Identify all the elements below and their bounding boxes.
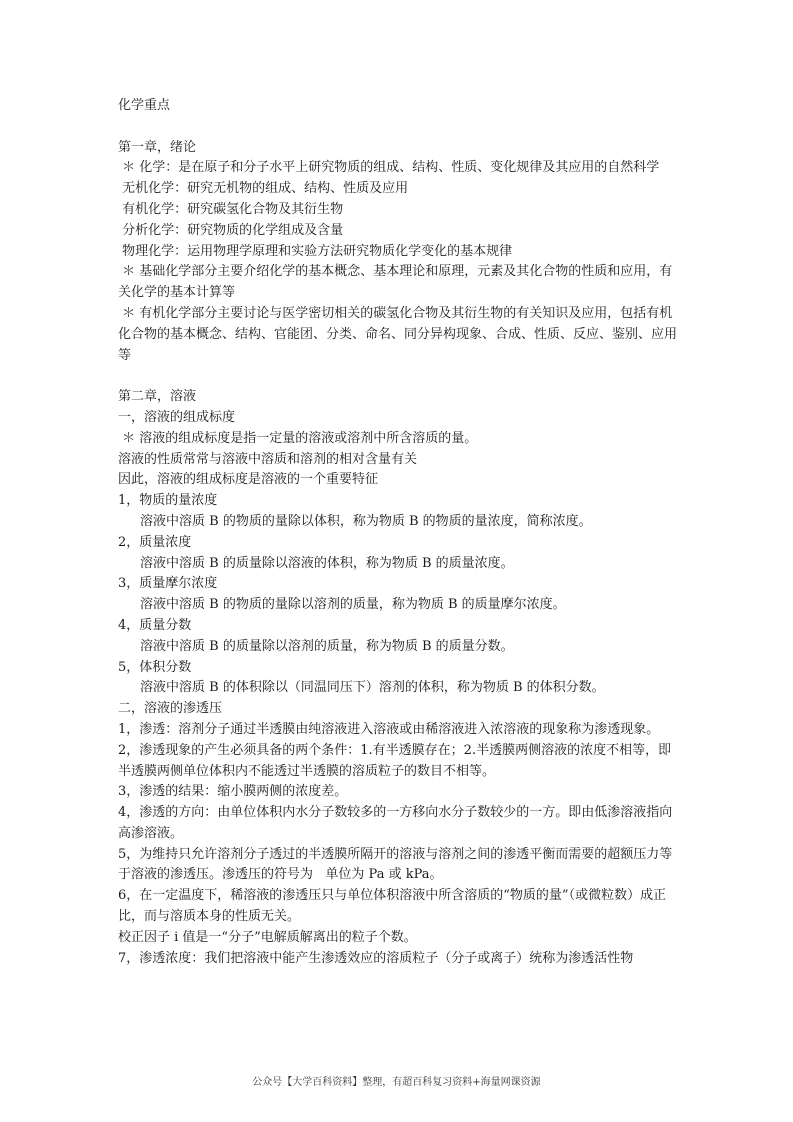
section1-intro-line: ＊ 溶液的组成标度是指一定量的溶液或溶剂中所含溶质的量。 (118, 430, 478, 446)
concentration-definition: 溶液中溶质 B 的质量除以溶剂的质量，称为物质 B 的质量分数。 (140, 638, 514, 654)
chapter1-line: ＊ 化学：是在原子和分子水平上研究物质的组成、结构、性质、变化规律及其应用的自然科学 (118, 160, 660, 176)
section2-line: 7，渗透浓度：我们把溶液中能产生渗透效应的溶质粒子（分子或离子）统称为渗透活性物 (118, 950, 634, 966)
section2-line: 校正因子 i 值是一“分子”电解质解离出的粒子个数。 (118, 929, 417, 945)
section1-intro-line: 因此，溶液的组成标度是溶液的一个重要特征 (118, 472, 379, 488)
spacer (118, 117, 678, 138)
concentration-term: 5，体积分数 (118, 659, 192, 675)
section1-intro-line: 溶液的性质常常与溶液中溶质和溶剂的相对含量有关 (118, 451, 418, 467)
spacer (118, 366, 678, 387)
concentration-term: 1，物质的量浓度 (118, 493, 218, 509)
chapter1-line: ＊ 基础化学部分主要介绍化学的基本概念、基本理论和原理，元素及其化合物的性质和应用，有关化学的基本计算等 (118, 264, 673, 301)
chapter1-line: 物理化学：运用物理学原理和实验方法研究物质化学变化的基本规律 (118, 243, 513, 259)
section2-line: 5，为维持只允许溶剂分子透过的半透膜所隔开的溶液与溶剂之间的渗透平衡而需要的超额压力等于溶液的渗透压。渗透压的符号为 单位为 Pa 或 kPa。 (118, 846, 673, 883)
chapter1-line: ＊ 有机化学部分主要讨论与医学密切相关的碳氢化合物及其衍生物的有关知识及应用，包括有机化合物的基本概念、结构、官能团、分类、命名、同分异构现象、合成、性质、反应、鉴别、应用等 (118, 305, 678, 363)
section2-line: 1，渗透：溶剂分子通过半透膜由纯溶液进入溶液或由稀溶液进入浓溶液的现象称为渗透现象。 (118, 721, 660, 737)
document-body (118, 96, 678, 969)
concentration-definition: 溶液中溶质 B 的体积除以（同温同压下）溶剂的体积，称为物质 B 的体积分数。 (140, 680, 605, 696)
chapter1-line: 分析化学：研究物质的化学组成及含量 (118, 222, 344, 238)
page-footer: 公众号【大学百科资料】整理，有超百科复习资料+海量网课资源 (252, 1077, 541, 1088)
section2-heading: 二，溶液的渗透压 (118, 701, 223, 717)
chapter1-heading: 第一章，绪论 (118, 139, 197, 155)
chapter2-heading: 第二章，溶液 (118, 389, 197, 405)
section1-heading: 一，溶液的组成标度 (118, 409, 236, 425)
section2-line: 2，渗透现象的产生必须具备的两个条件：1.有半透膜存在；2.半透膜两侧溶液的浓度不相等，即半透膜两侧单位体积内不能透过半透膜的溶质粒子的数目不相等。 (118, 742, 672, 779)
document-title: 化学重点 (118, 98, 171, 113)
chapter1-line: 无机化学：研究无机物的组成、结构、性质及应用 (118, 181, 409, 197)
concentration-term: 4，质量分数 (118, 617, 192, 633)
concentration-term: 3，质量摩尔浓度 (118, 576, 218, 592)
section2-line: 4，渗透的方向：由单位体积内水分子数较多的一方移向水分子数较少的一方。即由低渗溶液指向高渗溶液。 (118, 805, 673, 841)
concentration-definition: 溶液中溶质 B 的物质的量除以溶剂的质量，称为物质 B 的质量摩尔浓度。 (140, 597, 566, 613)
concentration-definition: 溶液中溶质 B 的物质的量除以体积，称为物质 B 的物质的量浓度，简称浓度。 (140, 513, 592, 529)
concentration-definition: 溶液中溶质 B 的质量除以溶液的体积，称为物质 B 的质量浓度。 (140, 555, 514, 571)
concentration-term: 2，质量浓度 (118, 534, 192, 550)
chapter1-line: 有机化学：研究碳氢化合物及其衍生物 (118, 201, 344, 217)
section2-line: 3，渗透的结果：缩小膜两侧的浓度差。 (118, 784, 348, 800)
section2-line: 6，在一定温度下，稀溶液的渗透压只与单位体积溶液中所含溶质的“物质的量”（或微粒数）成正比，而与溶质本身的性质无关。 (118, 888, 667, 925)
